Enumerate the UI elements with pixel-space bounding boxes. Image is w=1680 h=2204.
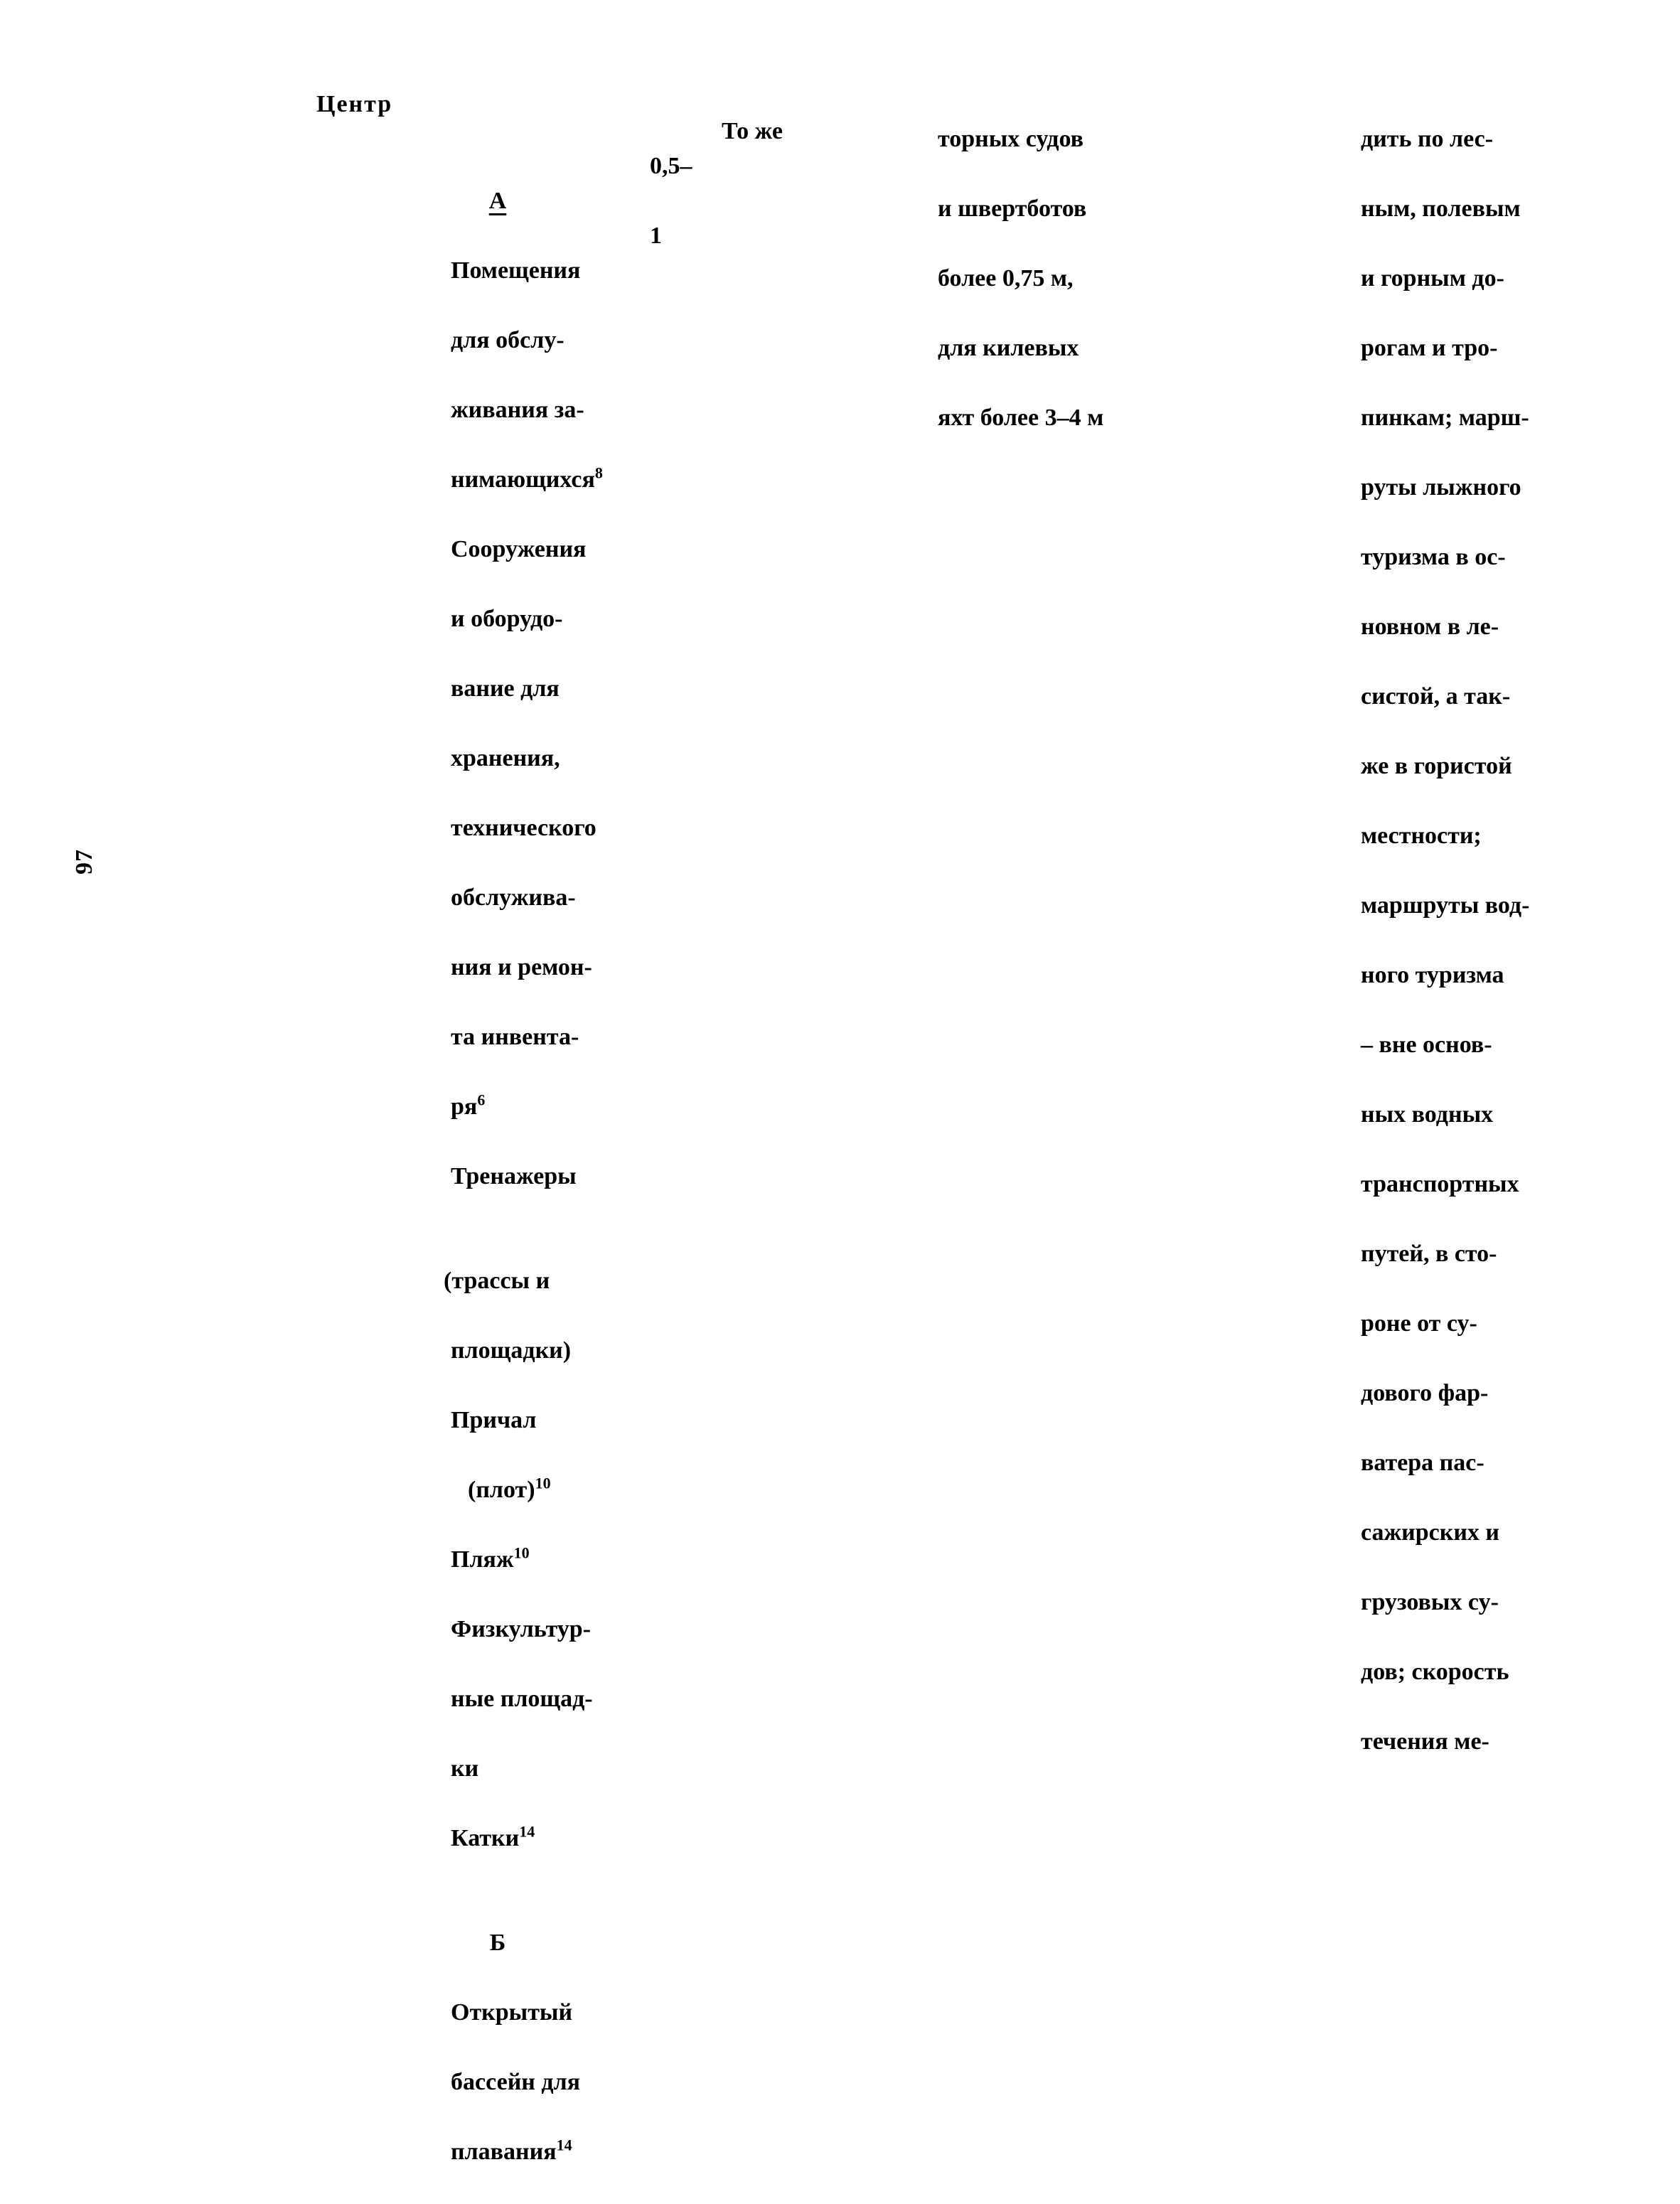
facility-line: хранения, — [451, 745, 560, 771]
facility-line: Тренажеры — [451, 1163, 577, 1189]
facility-line: Физкультур- — [451, 1616, 591, 1642]
right-line: туризма в ос- — [1361, 544, 1506, 570]
group-a-heading: А — [488, 188, 507, 214]
facility-line: и оборудо- — [451, 606, 563, 632]
right-line: дового фар- — [1361, 1380, 1489, 1406]
right-line: пинкам; марш- — [1361, 405, 1529, 431]
facility-line: живания за- — [451, 397, 584, 423]
facility-line: Причал — [451, 1407, 537, 1433]
facility-line: та инвента- — [451, 1024, 579, 1050]
right-line: маршруты вод- — [1361, 892, 1530, 919]
facility-line: ки — [451, 1755, 479, 1782]
facility-line: Пляж — [451, 1546, 514, 1573]
facility-line: плавания — [451, 2139, 557, 2165]
row-label-center: Центр — [316, 91, 393, 117]
facility-line: (трассы и — [444, 1268, 550, 1294]
right-line: роне от су- — [1361, 1310, 1477, 1337]
facility-line: площадки) — [451, 1337, 572, 1364]
right-line: и горным до- — [1361, 265, 1504, 291]
right-line: местности; — [1361, 823, 1482, 849]
facility-line: Катки — [451, 1825, 520, 1851]
notes-line: яхт более 3–4 м — [938, 405, 1104, 431]
footnote-marker-14b: 14 — [556, 2136, 572, 2154]
right-line: ватера пас- — [1361, 1450, 1484, 1476]
facility-line: нимающихся — [451, 466, 595, 493]
right-line: ных водных — [1361, 1101, 1494, 1128]
right-line: ного туризма — [1361, 962, 1504, 988]
right-line: рогам и тро- — [1361, 335, 1498, 361]
right-line: же в гористой — [1361, 753, 1512, 779]
right-line: грузовых су- — [1361, 1589, 1499, 1615]
notes-line: торных судов — [938, 126, 1084, 152]
right-line: течения ме- — [1361, 1728, 1489, 1755]
footnote-marker-8: 8 — [594, 464, 603, 482]
value-line: 0,5– — [650, 153, 692, 179]
group-b-heading: Б — [489, 1930, 506, 1956]
right-line: дов; скорость — [1361, 1659, 1509, 1685]
page-number: 97 — [71, 849, 97, 874]
right-line: путей, в сто- — [1361, 1241, 1497, 1267]
footnote-marker-6: 6 — [477, 1091, 486, 1109]
facility-line: обслужива- — [451, 884, 576, 911]
right-line: систой, а так- — [1361, 683, 1511, 710]
facility-line: Сооружения — [451, 536, 587, 562]
facility-line: ния и ремон- — [451, 954, 592, 980]
notes-line: и швертботов — [938, 196, 1087, 222]
facilities-column — [427, 114, 640, 2204]
right-line: транспортных — [1361, 1171, 1519, 1197]
right-line: сажирских и — [1361, 1519, 1500, 1546]
value-column — [626, 114, 711, 288]
right-line: ным, полевым — [1361, 196, 1521, 222]
facility-line: для обслу- — [451, 327, 565, 353]
footnote-marker-10b: 10 — [513, 1544, 530, 1562]
right-line: новном в ле- — [1361, 614, 1499, 640]
facility-line: ря — [451, 1093, 478, 1120]
footnote-marker-10a: 10 — [535, 1474, 551, 1492]
footnote-marker-14a: 14 — [519, 1822, 535, 1841]
right-line: – вне основ- — [1361, 1032, 1492, 1058]
facility-line: вание для — [451, 675, 560, 702]
value-line: 1 — [650, 223, 662, 249]
notes-line: для килевых — [938, 335, 1079, 361]
facility-line: Открытый — [451, 1999, 573, 2026]
right-line: руты лыжного — [1361, 474, 1521, 501]
facility-line: бассейн для — [451, 2069, 581, 2095]
facility-line: технического — [451, 815, 596, 841]
notes-line: более 0,75 м, — [938, 265, 1074, 291]
right-text-column — [1337, 87, 1593, 1794]
facility-line: Помещения — [451, 257, 581, 284]
right-line: дить по лес- — [1361, 126, 1494, 152]
same-as-above-column: То же — [722, 118, 783, 144]
facility-line: (плот) — [468, 1477, 535, 1503]
facility-line: ные площад- — [451, 1686, 593, 1712]
notes-column — [914, 87, 1148, 470]
